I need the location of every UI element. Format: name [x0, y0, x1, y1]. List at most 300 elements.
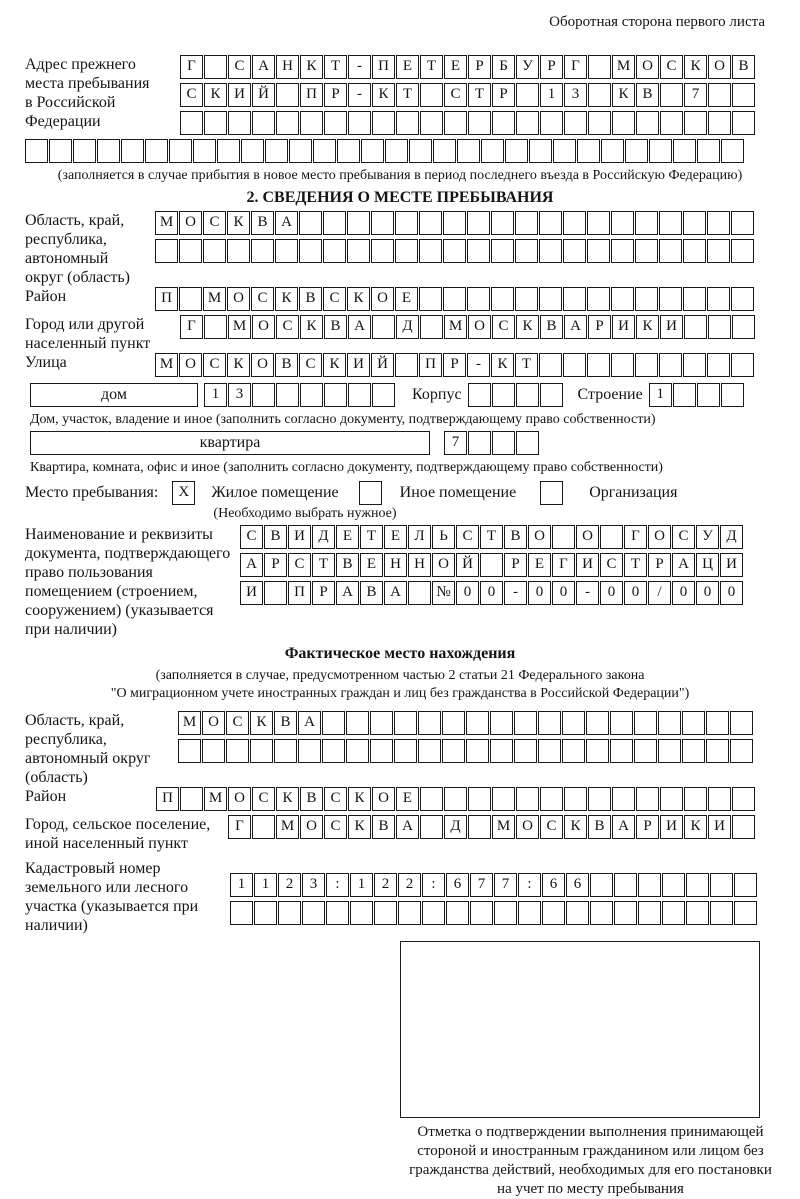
char-box[interactable]: 6: [566, 873, 589, 897]
char-box[interactable]: [179, 287, 202, 311]
char-box[interactable]: Н: [276, 55, 299, 79]
char-box[interactable]: [409, 139, 432, 163]
char-box[interactable]: К: [612, 83, 635, 107]
char-box[interactable]: [708, 83, 731, 107]
char-box[interactable]: -: [504, 581, 527, 605]
char-box[interactable]: 1: [350, 873, 373, 897]
char-box[interactable]: О: [179, 353, 202, 377]
char-box[interactable]: К: [276, 787, 299, 811]
char-box[interactable]: В: [324, 315, 347, 339]
char-box[interactable]: М: [492, 815, 515, 839]
char-box[interactable]: О: [179, 211, 202, 235]
char-box[interactable]: [491, 287, 514, 311]
char-box[interactable]: [706, 739, 729, 763]
char-box[interactable]: [636, 111, 659, 135]
char-box[interactable]: [721, 139, 744, 163]
char-box[interactable]: К: [323, 353, 346, 377]
char-box[interactable]: /: [648, 581, 671, 605]
char-box[interactable]: [732, 111, 755, 135]
char-box[interactable]: 7: [494, 873, 517, 897]
char-box[interactable]: [611, 287, 634, 311]
char-box[interactable]: [563, 239, 586, 263]
char-box[interactable]: С: [600, 553, 623, 577]
char-box[interactable]: [179, 239, 202, 263]
char-box[interactable]: [492, 383, 515, 407]
char-box[interactable]: Г: [552, 553, 575, 577]
char-box[interactable]: П: [419, 353, 442, 377]
char-box[interactable]: [708, 111, 731, 135]
char-box[interactable]: В: [251, 211, 274, 235]
char-box[interactable]: Е: [360, 553, 383, 577]
char-box[interactable]: [683, 353, 706, 377]
char-box[interactable]: 0: [456, 581, 479, 605]
char-box[interactable]: [587, 239, 610, 263]
char-box[interactable]: А: [384, 581, 407, 605]
char-box[interactable]: [636, 787, 659, 811]
char-box[interactable]: [684, 111, 707, 135]
char-box[interactable]: Е: [384, 525, 407, 549]
char-box[interactable]: Е: [396, 787, 419, 811]
char-box[interactable]: Р: [312, 581, 335, 605]
char-box[interactable]: [538, 739, 561, 763]
char-box[interactable]: 1: [230, 873, 253, 897]
char-box[interactable]: Е: [444, 55, 467, 79]
char-box[interactable]: К: [275, 287, 298, 311]
char-box[interactable]: С: [228, 55, 251, 79]
char-box[interactable]: [731, 353, 754, 377]
char-box[interactable]: В: [732, 55, 755, 79]
char-box[interactable]: [299, 239, 322, 263]
char-box[interactable]: [420, 83, 443, 107]
char-box[interactable]: [516, 787, 539, 811]
char-box[interactable]: [538, 711, 561, 735]
char-box[interactable]: [708, 315, 731, 339]
char-box[interactable]: С: [540, 815, 563, 839]
char-box[interactable]: П: [155, 287, 178, 311]
char-box[interactable]: [516, 83, 539, 107]
char-box[interactable]: [660, 83, 683, 107]
char-box[interactable]: [563, 211, 586, 235]
char-box[interactable]: С: [288, 553, 311, 577]
char-box[interactable]: [682, 739, 705, 763]
char-box[interactable]: [612, 111, 635, 135]
char-box[interactable]: [562, 711, 585, 735]
char-box[interactable]: Р: [540, 55, 563, 79]
char-box[interactable]: [444, 787, 467, 811]
char-box[interactable]: [660, 111, 683, 135]
char-box[interactable]: [490, 739, 513, 763]
char-box[interactable]: У: [696, 525, 719, 549]
char-box[interactable]: [361, 139, 384, 163]
char-box[interactable]: С: [324, 787, 347, 811]
char-box[interactable]: [710, 901, 733, 925]
char-box[interactable]: [588, 111, 611, 135]
char-box[interactable]: [265, 139, 288, 163]
char-box[interactable]: [372, 383, 395, 407]
char-box[interactable]: И: [720, 553, 743, 577]
char-box[interactable]: [731, 287, 754, 311]
char-box[interactable]: [121, 139, 144, 163]
char-box[interactable]: [562, 739, 585, 763]
char-box[interactable]: [372, 315, 395, 339]
char-box[interactable]: [480, 553, 503, 577]
char-box[interactable]: [587, 287, 610, 311]
char-box[interactable]: [516, 431, 539, 455]
char-box[interactable]: [204, 315, 227, 339]
char-box[interactable]: [347, 239, 370, 263]
char-box[interactable]: Т: [396, 83, 419, 107]
char-box[interactable]: [611, 353, 634, 377]
char-box[interactable]: М: [204, 787, 227, 811]
char-box[interactable]: [552, 525, 575, 549]
char-box[interactable]: М: [228, 315, 251, 339]
stay-type-checkbox-zhiloe[interactable]: X: [172, 481, 195, 505]
char-box[interactable]: [337, 139, 360, 163]
char-box[interactable]: [73, 139, 96, 163]
char-box[interactable]: -: [348, 55, 371, 79]
char-box[interactable]: [659, 353, 682, 377]
char-box[interactable]: Д: [312, 525, 335, 549]
char-box[interactable]: [564, 787, 587, 811]
char-box[interactable]: 2: [374, 873, 397, 897]
apartment-type-cell[interactable]: квартира: [30, 431, 430, 455]
char-box[interactable]: 1: [540, 83, 563, 107]
char-box[interactable]: О: [252, 315, 275, 339]
char-box[interactable]: 7: [470, 873, 493, 897]
char-box[interactable]: [372, 111, 395, 135]
char-box[interactable]: М: [155, 353, 178, 377]
char-box[interactable]: [539, 211, 562, 235]
char-box[interactable]: [566, 901, 589, 925]
char-box[interactable]: [612, 787, 635, 811]
char-box[interactable]: [683, 239, 706, 263]
char-box[interactable]: И: [708, 815, 731, 839]
char-box[interactable]: 0: [528, 581, 551, 605]
char-box[interactable]: [492, 111, 515, 135]
char-box[interactable]: К: [348, 787, 371, 811]
char-box[interactable]: [155, 239, 178, 263]
char-box[interactable]: [443, 287, 466, 311]
char-box[interactable]: [324, 383, 347, 407]
char-box[interactable]: [226, 739, 249, 763]
char-box[interactable]: К: [204, 83, 227, 107]
char-box[interactable]: [241, 139, 264, 163]
char-box[interactable]: [300, 383, 323, 407]
char-box[interactable]: -: [576, 581, 599, 605]
char-box[interactable]: Т: [624, 553, 647, 577]
char-box[interactable]: Е: [395, 287, 418, 311]
char-box[interactable]: [706, 711, 729, 735]
char-box[interactable]: [707, 287, 730, 311]
char-box[interactable]: [49, 139, 72, 163]
char-box[interactable]: [408, 581, 431, 605]
char-box[interactable]: [204, 111, 227, 135]
char-box[interactable]: С: [203, 211, 226, 235]
char-box[interactable]: Р: [468, 55, 491, 79]
char-box[interactable]: [468, 815, 491, 839]
char-box[interactable]: Н: [408, 553, 431, 577]
char-box[interactable]: [420, 815, 443, 839]
char-box[interactable]: [180, 111, 203, 135]
char-box[interactable]: [514, 711, 537, 735]
char-box[interactable]: А: [298, 711, 321, 735]
char-box[interactable]: 2: [398, 873, 421, 897]
char-box[interactable]: Р: [443, 353, 466, 377]
char-box[interactable]: [658, 739, 681, 763]
char-box[interactable]: [274, 739, 297, 763]
char-box[interactable]: :: [422, 873, 445, 897]
char-box[interactable]: [419, 287, 442, 311]
char-box[interactable]: [467, 211, 490, 235]
char-box[interactable]: [683, 211, 706, 235]
char-box[interactable]: [659, 239, 682, 263]
char-box[interactable]: [217, 139, 240, 163]
char-box[interactable]: О: [708, 55, 731, 79]
char-box[interactable]: [662, 873, 685, 897]
char-box[interactable]: [516, 383, 539, 407]
char-box[interactable]: [539, 287, 562, 311]
char-box[interactable]: Е: [396, 55, 419, 79]
char-box[interactable]: Р: [636, 815, 659, 839]
char-box[interactable]: [275, 239, 298, 263]
char-box[interactable]: 2: [278, 873, 301, 897]
char-box[interactable]: В: [336, 553, 359, 577]
char-box[interactable]: [540, 111, 563, 135]
char-box[interactable]: [634, 711, 657, 735]
char-box[interactable]: [662, 901, 685, 925]
char-box[interactable]: [708, 787, 731, 811]
char-box[interactable]: 1: [204, 383, 227, 407]
char-box[interactable]: [635, 353, 658, 377]
char-box[interactable]: [732, 83, 755, 107]
char-box[interactable]: С: [240, 525, 263, 549]
char-box[interactable]: [276, 383, 299, 407]
char-box[interactable]: [539, 353, 562, 377]
char-box[interactable]: [347, 211, 370, 235]
char-box[interactable]: О: [202, 711, 225, 735]
char-box[interactable]: [254, 901, 277, 925]
char-box[interactable]: Р: [324, 83, 347, 107]
char-box[interactable]: [731, 211, 754, 235]
char-box[interactable]: О: [228, 787, 251, 811]
char-box[interactable]: [466, 739, 489, 763]
char-box[interactable]: [25, 139, 48, 163]
char-box[interactable]: В: [636, 83, 659, 107]
char-box[interactable]: [300, 111, 323, 135]
char-box[interactable]: [686, 901, 709, 925]
char-box[interactable]: [491, 211, 514, 235]
char-box[interactable]: Г: [228, 815, 251, 839]
char-box[interactable]: [686, 873, 709, 897]
char-box[interactable]: О: [516, 815, 539, 839]
char-box[interactable]: Р: [504, 553, 527, 577]
char-box[interactable]: Р: [588, 315, 611, 339]
char-box[interactable]: Т: [515, 353, 538, 377]
char-box[interactable]: [587, 353, 610, 377]
char-box[interactable]: [346, 739, 369, 763]
char-box[interactable]: У: [516, 55, 539, 79]
char-box[interactable]: С: [323, 287, 346, 311]
char-box[interactable]: [659, 287, 682, 311]
char-box[interactable]: А: [275, 211, 298, 235]
char-box[interactable]: [420, 111, 443, 135]
char-box[interactable]: [422, 901, 445, 925]
char-box[interactable]: [446, 901, 469, 925]
char-box[interactable]: С: [492, 315, 515, 339]
char-box[interactable]: 3: [228, 383, 251, 407]
char-box[interactable]: О: [648, 525, 671, 549]
char-box[interactable]: В: [274, 711, 297, 735]
char-box[interactable]: Н: [384, 553, 407, 577]
char-box[interactable]: М: [444, 315, 467, 339]
char-box[interactable]: Й: [371, 353, 394, 377]
char-box[interactable]: 7: [684, 83, 707, 107]
char-box[interactable]: [734, 873, 757, 897]
char-box[interactable]: [635, 287, 658, 311]
char-box[interactable]: [370, 711, 393, 735]
char-box[interactable]: Й: [456, 553, 479, 577]
char-box[interactable]: В: [264, 525, 287, 549]
char-box[interactable]: С: [180, 83, 203, 107]
char-box[interactable]: [635, 239, 658, 263]
char-box[interactable]: [322, 711, 345, 735]
char-box[interactable]: [193, 139, 216, 163]
char-box[interactable]: Е: [336, 525, 359, 549]
char-box[interactable]: [418, 739, 441, 763]
char-box[interactable]: [180, 787, 203, 811]
char-box[interactable]: 0: [600, 581, 623, 605]
char-box[interactable]: [420, 787, 443, 811]
char-box[interactable]: А: [612, 815, 635, 839]
char-box[interactable]: О: [636, 55, 659, 79]
char-box[interactable]: [323, 239, 346, 263]
char-box[interactable]: [515, 287, 538, 311]
char-box[interactable]: Т: [324, 55, 347, 79]
char-box[interactable]: [371, 239, 394, 263]
char-box[interactable]: [611, 239, 634, 263]
char-box[interactable]: [398, 901, 421, 925]
char-box[interactable]: П: [288, 581, 311, 605]
char-box[interactable]: Г: [624, 525, 647, 549]
char-box[interactable]: [492, 431, 515, 455]
char-box[interactable]: Й: [252, 83, 275, 107]
char-box[interactable]: [732, 787, 755, 811]
char-box[interactable]: [659, 211, 682, 235]
char-box[interactable]: И: [347, 353, 370, 377]
char-box[interactable]: [588, 787, 611, 811]
char-box[interactable]: [252, 111, 275, 135]
char-box[interactable]: О: [576, 525, 599, 549]
char-box[interactable]: [252, 383, 275, 407]
char-box[interactable]: [590, 873, 613, 897]
char-box[interactable]: [505, 139, 528, 163]
char-box[interactable]: :: [518, 873, 541, 897]
char-box[interactable]: П: [156, 787, 179, 811]
char-box[interactable]: А: [672, 553, 695, 577]
char-box[interactable]: [468, 431, 491, 455]
char-box[interactable]: [230, 901, 253, 925]
char-box[interactable]: В: [275, 353, 298, 377]
char-box[interactable]: [491, 239, 514, 263]
char-box[interactable]: П: [372, 55, 395, 79]
char-box[interactable]: О: [432, 553, 455, 577]
char-box[interactable]: 0: [696, 581, 719, 605]
char-box[interactable]: [419, 239, 442, 263]
char-box[interactable]: М: [203, 287, 226, 311]
char-box[interactable]: [443, 239, 466, 263]
char-box[interactable]: [707, 211, 730, 235]
char-box[interactable]: :: [326, 873, 349, 897]
char-box[interactable]: [614, 901, 637, 925]
char-box[interactable]: В: [299, 287, 322, 311]
char-box[interactable]: [734, 901, 757, 925]
char-box[interactable]: [467, 287, 490, 311]
char-box[interactable]: [395, 211, 418, 235]
char-box[interactable]: 0: [624, 581, 647, 605]
char-box[interactable]: [516, 111, 539, 135]
char-box[interactable]: Т: [468, 83, 491, 107]
char-box[interactable]: [419, 211, 442, 235]
char-box[interactable]: Р: [492, 83, 515, 107]
char-box[interactable]: [730, 711, 753, 735]
char-box[interactable]: [697, 139, 720, 163]
char-box[interactable]: [420, 315, 443, 339]
char-box[interactable]: [467, 239, 490, 263]
char-box[interactable]: [470, 901, 493, 925]
house-type-cell[interactable]: дом: [30, 383, 198, 407]
char-box[interactable]: Г: [180, 55, 203, 79]
char-box[interactable]: [494, 901, 517, 925]
char-box[interactable]: [481, 139, 504, 163]
char-box[interactable]: [600, 525, 623, 549]
char-box[interactable]: [322, 739, 345, 763]
char-box[interactable]: О: [251, 353, 274, 377]
stay-type-checkbox-inoe[interactable]: [359, 481, 382, 505]
char-box[interactable]: [710, 873, 733, 897]
char-box[interactable]: [586, 711, 609, 735]
char-box[interactable]: О: [300, 815, 323, 839]
char-box[interactable]: Г: [564, 55, 587, 79]
char-box[interactable]: К: [491, 353, 514, 377]
char-box[interactable]: С: [672, 525, 695, 549]
char-box[interactable]: О: [528, 525, 551, 549]
char-box[interactable]: 3: [302, 873, 325, 897]
char-box[interactable]: [468, 787, 491, 811]
char-box[interactable]: [202, 739, 225, 763]
char-box[interactable]: К: [227, 353, 250, 377]
stay-type-checkbox-org[interactable]: [540, 481, 563, 505]
char-box[interactable]: Т: [312, 553, 335, 577]
char-box[interactable]: [278, 901, 301, 925]
char-box[interactable]: К: [250, 711, 273, 735]
char-box[interactable]: [515, 211, 538, 235]
char-box[interactable]: 3: [564, 83, 587, 107]
char-box[interactable]: [169, 139, 192, 163]
char-box[interactable]: [326, 901, 349, 925]
char-box[interactable]: А: [240, 553, 263, 577]
char-box[interactable]: [697, 383, 720, 407]
char-box[interactable]: [348, 111, 371, 135]
char-box[interactable]: С: [251, 287, 274, 311]
char-box[interactable]: [638, 873, 661, 897]
char-box[interactable]: С: [252, 787, 275, 811]
char-box[interactable]: К: [684, 55, 707, 79]
char-box[interactable]: И: [240, 581, 263, 605]
char-box[interactable]: [492, 787, 515, 811]
char-box[interactable]: [684, 787, 707, 811]
char-box[interactable]: [518, 901, 541, 925]
char-box[interactable]: [264, 581, 287, 605]
